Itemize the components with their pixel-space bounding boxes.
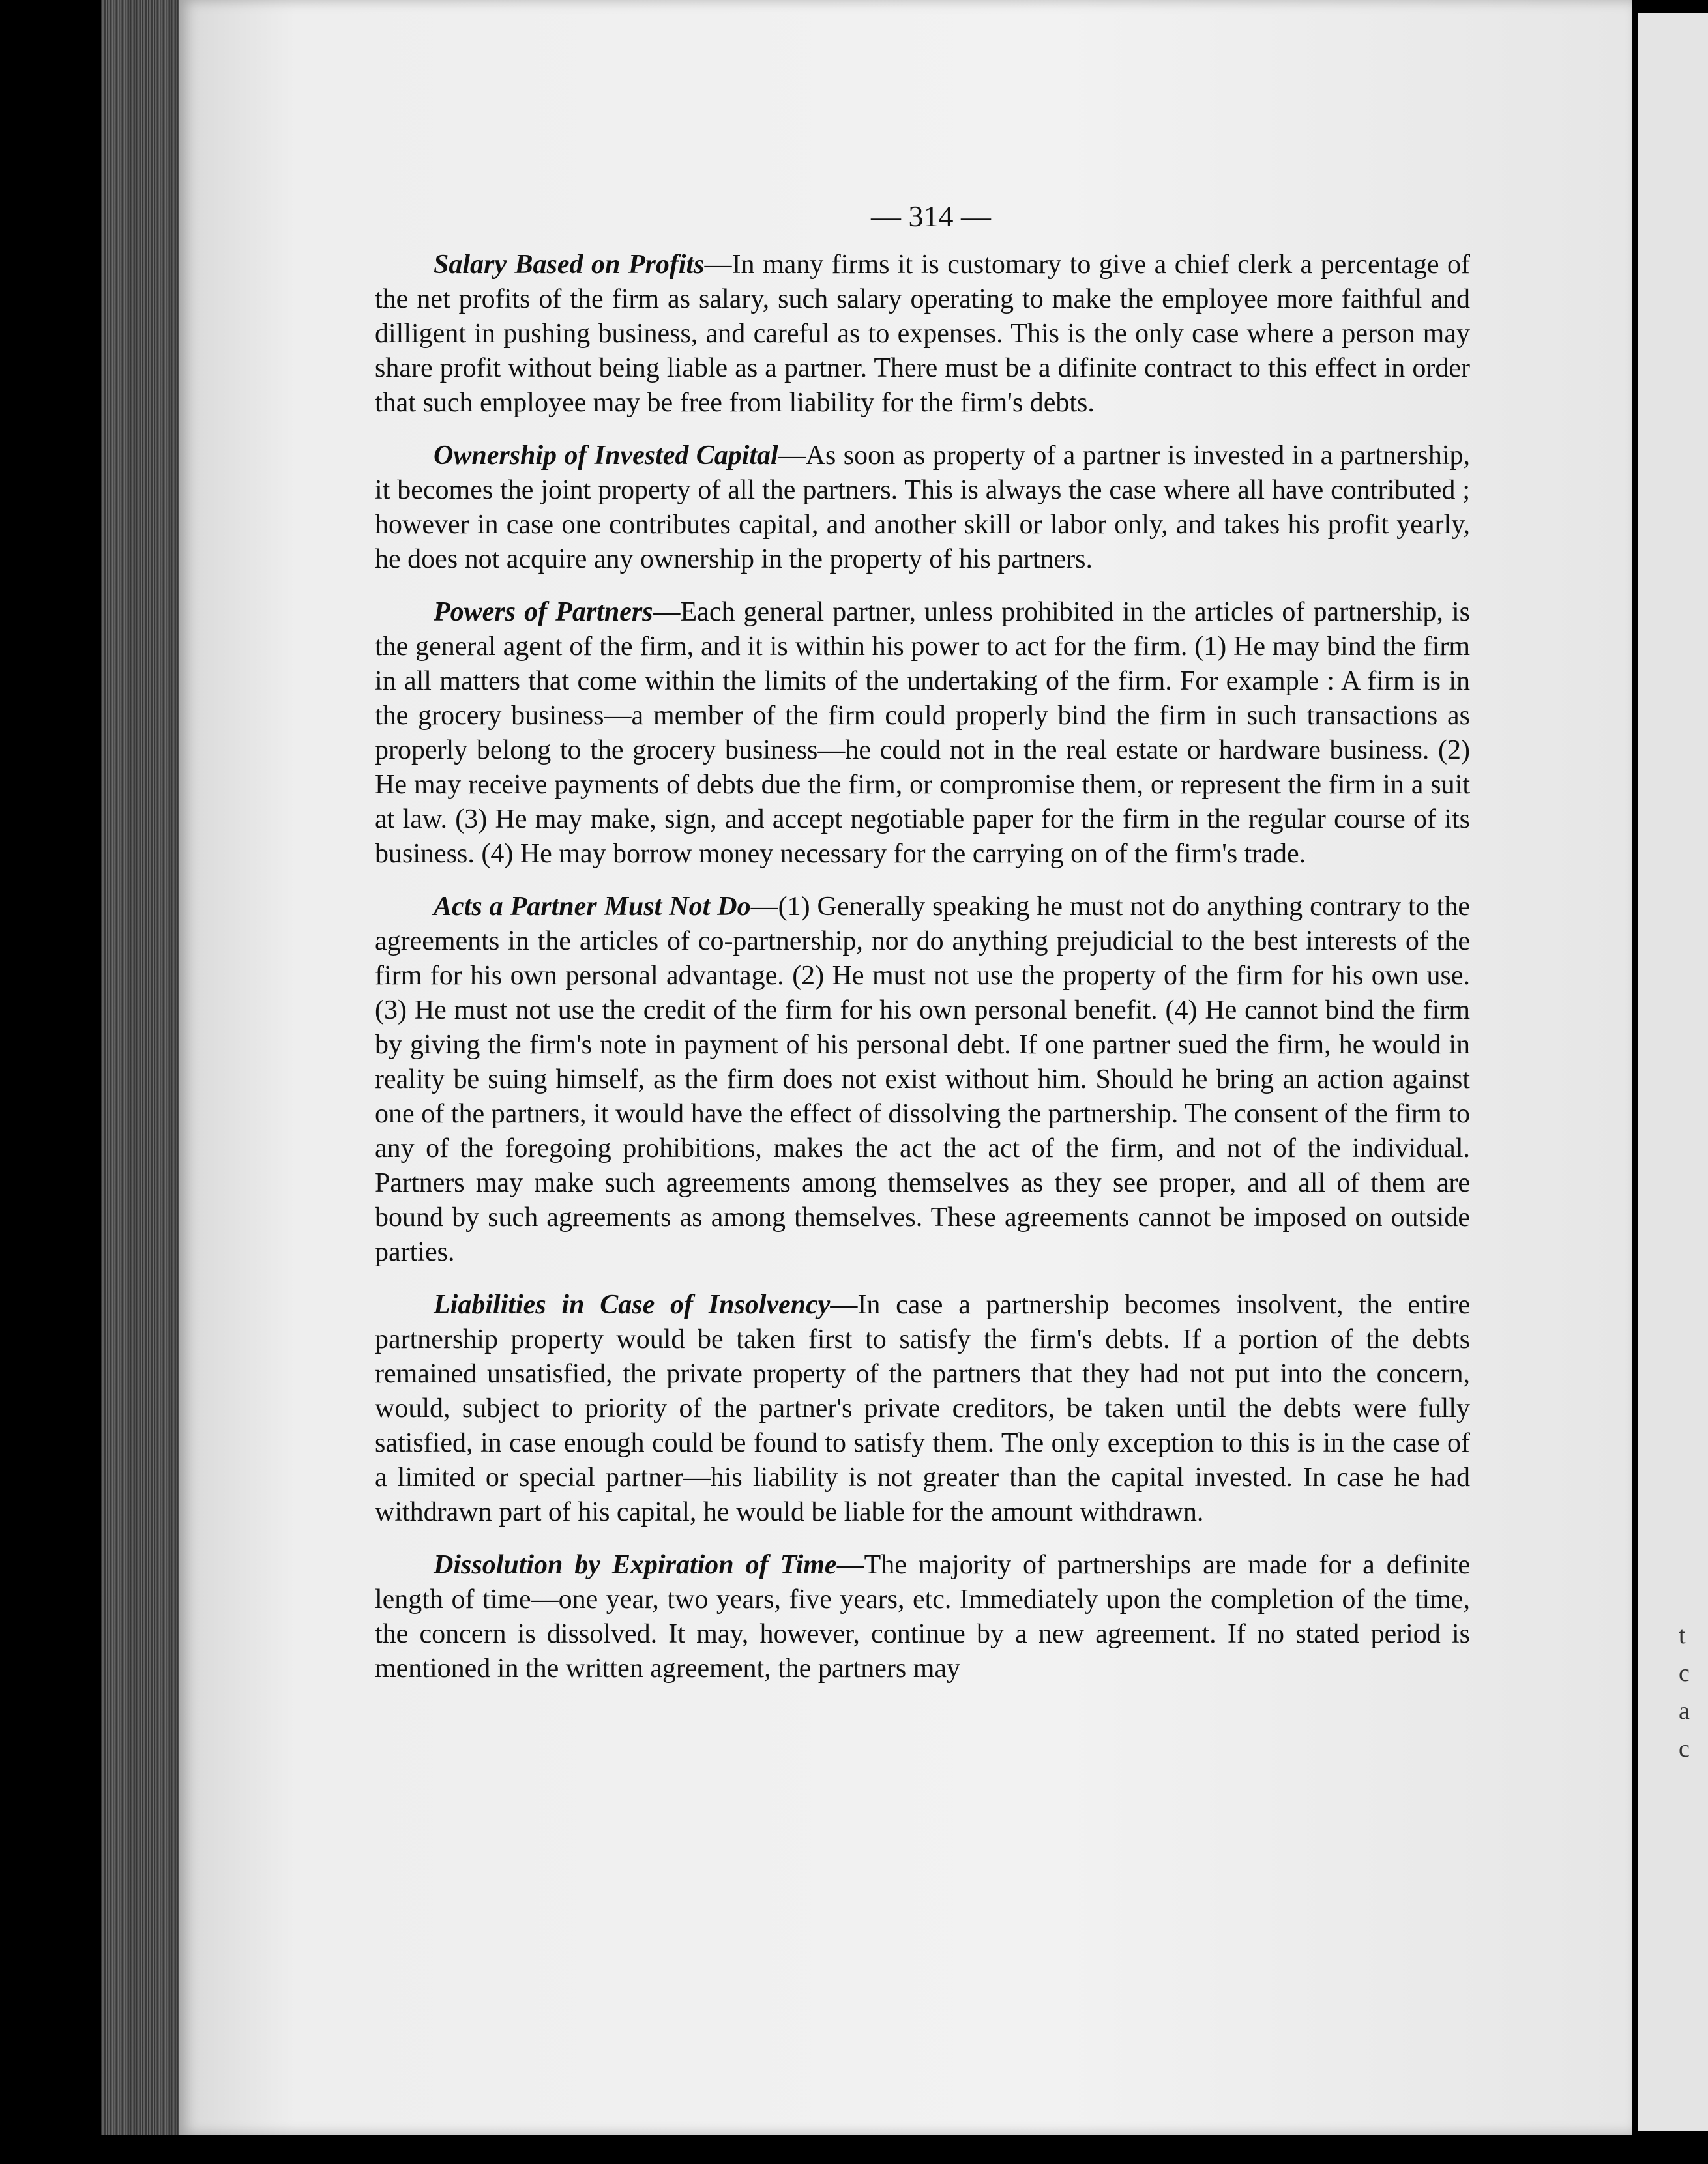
paragraph-body: —(1) Generally speaking he must not do anything contrary to the agreements in the articles of co-partnership, nor do anything prejudicial to the best interests of the firm for his own personal advantage. (2) He must not use the property of the firm for his own use. (3) He must not use the credit of the firm for his own personal benefit. (4) He cannot bind the firm by giving the firm's note in payment of his personal debt. If one partner sued the firm, he would in reality be suing himself, as the firm does not exist without him. Should he bring an action against one of the partners, it would have the effect of dissolving the partnership. The consent of the firm to any of the foregoing prohibitions, makes the act the act of the firm, and not of the individual. Partners may make such agreements among themselves as they see proper, and all of them are bound by such agreements as among themselves. These agreements cannot be imposed on outside parties. [375,892,1470,1267]
paragraph-heading: Liabilities in Case of Insolvency [434,1290,831,1320]
margin-fragment: c [1679,1735,1690,1762]
paragraph-acts-a-partner-must-not-do [375,890,1470,1270]
paragraph-body: —In many firms it is customary to give a chief clerk a percentage of the net profits of the firm as salary, such salary operating to make the employee more faithful and dilligent in pushing business, and careful as to expenses. This is the only case where a person may share profit without being liable as a partner. There must be a difinite contract to this effect in order that such employee may be free from liability for the firm's debts. [375,250,1471,418]
paragraph-ownership-of-invested-capital [375,439,1470,577]
paragraph-powers-of-partners [375,595,1470,871]
paragraph-heading: Dissolution by Expiration of Time [434,1550,837,1580]
facing-page-text-fragments [1679,1616,1705,1768]
margin-fragment: c [1679,1660,1690,1687]
paragraph-body: —Each general partner, unless prohibited in the articles of partnership, is the general agent of the firm, and it is within his power to act for the firm. (1) He may bind the firm in all matters that come within the limits of the undertaking of the firm. For example : A firm is in the grocery business—a member of the firm could properly bind the firm in such transactions as properly belong to the grocery business—he could not in the real estate or hardware business. (2) He may receive payments of debts due the firm, or compromise them, or represent the firm in a suit at law. (3) He may make, sign, and accept negotiable paper for the firm in the regular course of its business. (4) He may borrow money necessary for the carrying on of the firm's trade. [375,597,1470,869]
facing-page-edge [1638,13,1708,2131]
page-number: — 314 — [871,199,991,233]
paragraph-salary-based-on-profits [375,248,1470,420]
paragraph-heading: Salary Based on Profits [434,250,705,280]
margin-fragment: a [1679,1697,1690,1725]
paragraph-heading: Ownership of Invested Capital [434,441,778,471]
paragraph-heading: Powers of Partners [434,597,653,627]
book-page-edges [101,0,179,2135]
paragraph-heading: Acts a Partner Must Not Do [434,892,751,922]
paragraph-body: —As soon as property of a partner is invested in a partnership, it becomes the joint property of all the partners. This is always the case where all have contributed ; however in case one contributes capital, and another skill or labor only, and takes his profit yearly, he does not acquire any ownership in the property of his partners. [375,441,1470,574]
paragraph-dissolution-by-expiration-of-time [375,1548,1470,1686]
margin-fragment: t [1679,1622,1686,1649]
paragraph-body: —In case a partnership becomes insolvent, the entire partnership property would be taken first to satisfy the firm's debts. If a portion of the debts remained unsatisfied, the private property of the partners that they had not put into the concern, would, subject to priority of the partner's private creditors, be taken until the debts were fully satisfied, in case enough could be found to satisfy them. The only exception to this is in the case of a limited or special partner—his liability is not greater than the capital invested. In case he had withdrawn part of his capital, he would be liable for the amount withdrawn. [375,1290,1471,1527]
paragraph-body: —The majority of partnerships are made for a definite length of time—one year, two years, five years, etc. Immediately upon the completion of the time, the concern is dissolved. It may, however, continue by a new agreement. If no stated period is mentioned in the written agreement, the partners may [375,1550,1471,1684]
body-text [375,248,1470,1704]
paragraph-liabilities-in-case-of-insolvency [375,1288,1470,1530]
